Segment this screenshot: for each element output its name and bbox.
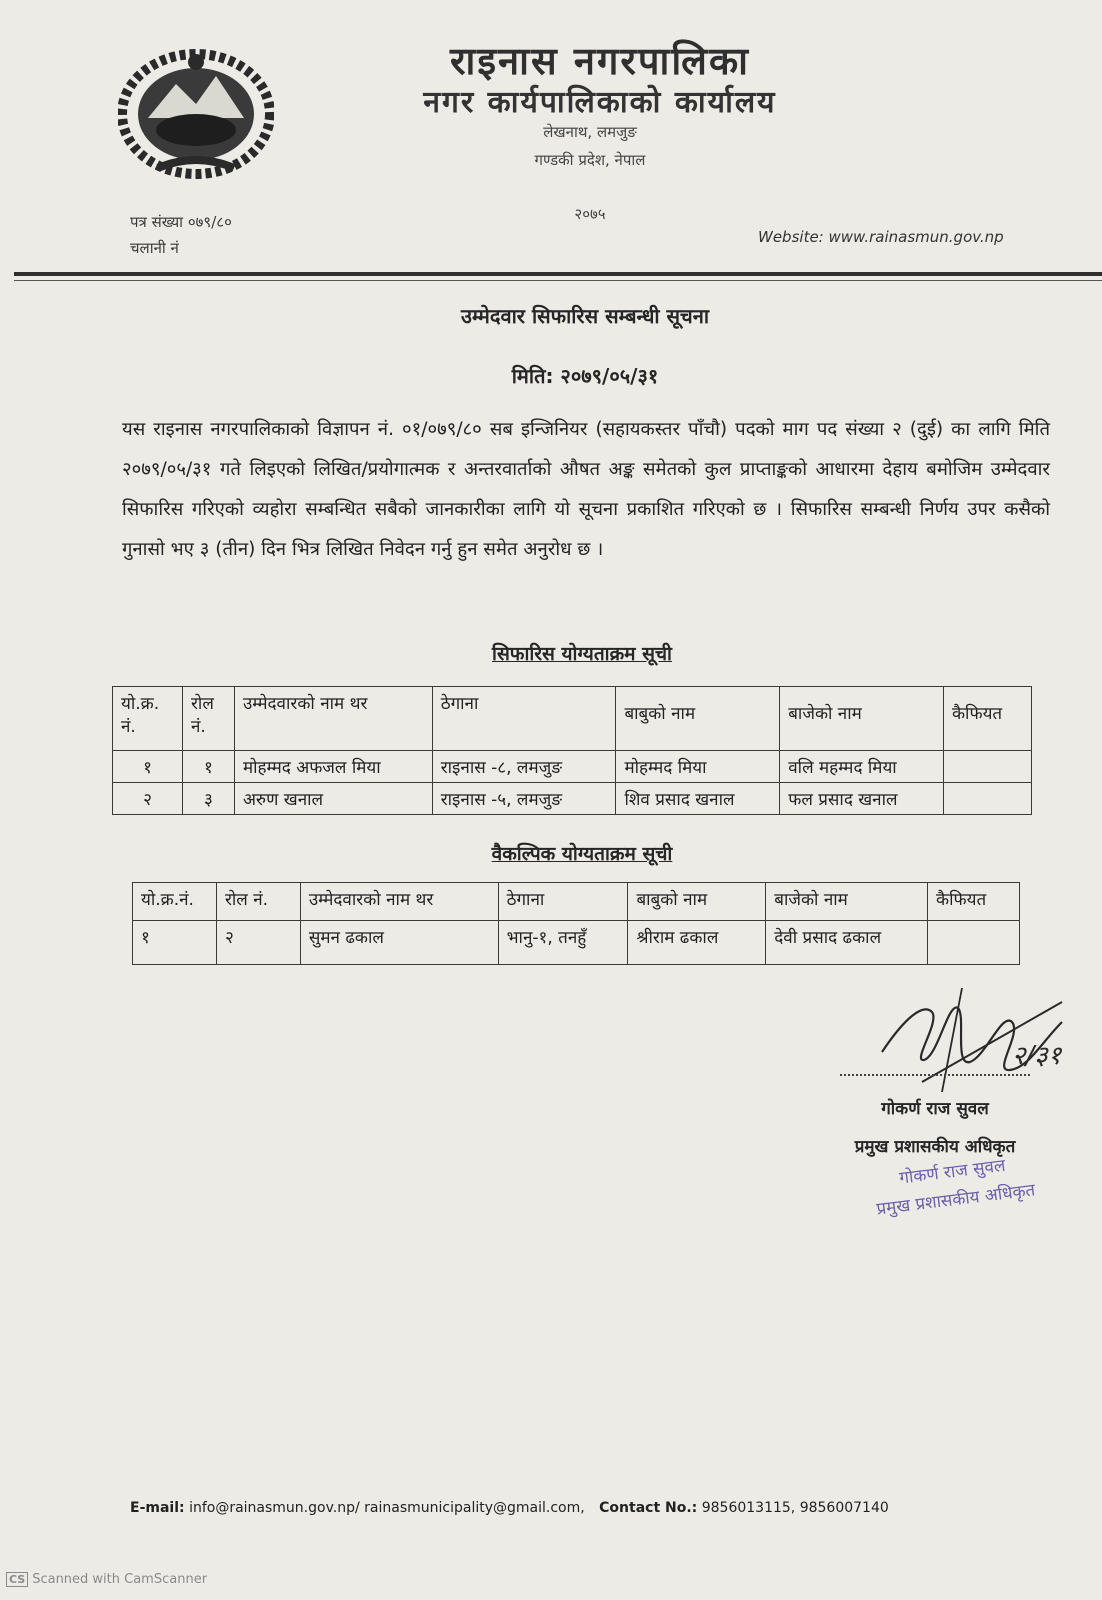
table-header-row (113, 687, 1032, 751)
contact-label: Contact No.: (599, 1500, 698, 1516)
serial-cell: २ (113, 783, 183, 815)
address-line: २०७५ (574, 205, 606, 223)
name-cell: सुमन ढकाल (300, 921, 498, 965)
remarks-cell (928, 921, 1020, 965)
stamp-name: गोकर्ण राज सुवल (898, 1155, 1007, 1189)
header-cell: बाजेको नाम (766, 883, 928, 921)
stamp-title: प्रमुख प्रशासकीय अधिकृत (875, 1180, 1037, 1220)
signature-mark (862, 982, 1072, 1102)
remarks-cell (944, 751, 1032, 783)
roll-cell: २ (216, 921, 300, 965)
father-name-cell: शिव प्रसाद खनाल (616, 783, 780, 815)
header-divider-thin (14, 280, 1102, 281)
notice-date: मिति: २०७९/०५/३१ (511, 364, 659, 388)
footer-contact (130, 1500, 889, 1516)
header-cell: यो.क्र.नं. (133, 883, 217, 921)
grandfather-name-cell: देवी प्रसाद ढकाल (766, 921, 928, 965)
header-cell: ठेगाना (498, 883, 628, 921)
header-cell: कैफियत (928, 883, 1020, 921)
header-cell: बाजेको नाम (780, 687, 944, 751)
address-line: लेखनाथ, लमजुङ (543, 123, 637, 141)
roll-cell: १ (182, 751, 234, 783)
official-stamp (827, 1143, 1084, 1243)
table-row (113, 751, 1032, 783)
name-cell: मोहम्मद अफजल मिया (234, 751, 432, 783)
table-row (133, 921, 1020, 965)
header-divider (14, 272, 1102, 276)
father-name-cell: श्रीराम ढकाल (628, 921, 766, 965)
address-cell: भानु-१, तनहुँ (498, 921, 628, 965)
header-cell: उम्मेदवारको नाम थर (234, 687, 432, 751)
signatory-title: प्रमुख प्रशासकीय अधिकृत (854, 1137, 1016, 1157)
grandfather-name-cell: फल प्रसाद खनाल (780, 783, 944, 815)
address-cell: राइनास -५, लमजुङ (432, 783, 616, 815)
signature-line (840, 1074, 1030, 1076)
header-cell: कैफियत (944, 687, 1032, 751)
email-text: info@rainasmun.gov.np/ rainasmunicipality@gmail.com, (189, 1500, 585, 1516)
notice-title: उम्मेदवार सिफारिस सम्बन्धी सूचना (460, 304, 710, 328)
signatory-name: गोकर्ण राज सुवल (881, 1099, 989, 1119)
website-text: Website: www.rainasmun.gov.np (758, 228, 1004, 246)
camscanner-badge (6, 1572, 207, 1587)
serial-cell: १ (113, 751, 183, 783)
contact-text: 9856013115, 9856007140 (701, 1500, 889, 1516)
dispatch-number: चलानी नं (130, 239, 179, 257)
signature-date: २/३१ (1012, 1041, 1062, 1071)
serial-cell: १ (133, 921, 217, 965)
grandfather-name-cell: वलि महम्मद मिया (780, 751, 944, 783)
camscanner-icon: CS (6, 1572, 28, 1587)
remarks-cell (944, 783, 1032, 815)
table-header-row (133, 883, 1020, 921)
header-cell: रोल नं. (216, 883, 300, 921)
camscanner-text: Scanned with CamScanner (32, 1572, 208, 1587)
email-label: E-mail: (130, 1500, 185, 1516)
table-row (113, 783, 1032, 815)
org-office: नगर कार्यपालिकाको कार्यालय (423, 85, 777, 120)
alternate-table (132, 882, 1020, 965)
nepal-emblem-icon (118, 48, 274, 180)
header-cell: उम्मेदवारको नाम थर (300, 883, 498, 921)
header-cell: रोल नं. (182, 687, 234, 751)
reference-number: पत्र संख्या ०७९/८० (130, 213, 232, 231)
header-cell: ठेगाना (432, 687, 616, 751)
recommended-list-heading: सिफारिस योग्यताक्रम सूची (492, 643, 672, 665)
header-cell: यो.क्र. नं. (113, 687, 183, 751)
header-cell: बाबुको नाम (616, 687, 780, 751)
header-cell: बाबुको नाम (628, 883, 766, 921)
roll-cell: ३ (182, 783, 234, 815)
address-line: गण्डकी प्रदेश, नेपाल (534, 151, 646, 169)
recommended-table (112, 686, 1032, 815)
father-name-cell: मोहम्मद मिया (616, 751, 780, 783)
alternate-list-heading: वैकल्पिक योग्यताक्रम सूची (491, 843, 673, 865)
notice-body: यस राइनास नगरपालिकाको विज्ञापन नं. ०१/०७९/८० सब इन्जिनियर (सहायकस्तर पाँचौ) पदको माग पद संख्या २ (दुई) का लागि मिति २०७९/०५/३१ गते लिइएको लिखित/प्रयोगात्मक र अन्तरवार्ताको औषत अङ्क समेतको कुल प्राप्ताङ्कको आधारमा देहाय बमोजिम उम्मेदवार सिफारिस गरिएको व्यहोरा सम्बन्धित सबैको जानकारीका लागि यो सूचना प्रकाशित गरिएको छ । सिफारिस सम्बन्धी निर्णय उपर कसैको गुनासो भए ३ (तीन) दिन भित्र लिखित निवेदन गर्नु हुन समेत अनुरोध छ । (122, 419, 1050, 560)
address-cell: राइनास -८, लमजुङ (432, 751, 616, 783)
name-cell: अरुण खनाल (234, 783, 432, 815)
org-name: राइनास नगरपालिका (450, 39, 750, 83)
